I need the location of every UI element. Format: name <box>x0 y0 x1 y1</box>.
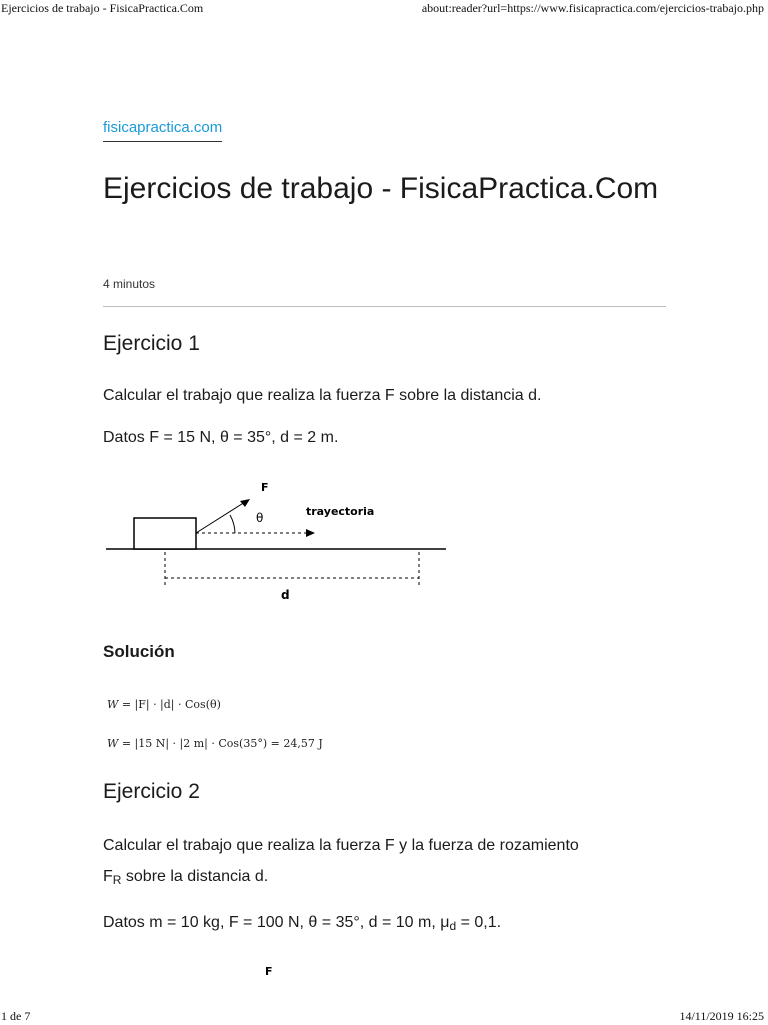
exercise-2-force-label: F <box>265 965 273 978</box>
print-page-title: Ejercicios de trabajo - FisicaPractica.Com <box>1 1 204 15</box>
exercise-2-statement-a: Calcular el trabajo que realiza la fuerza F y la fuerza de rozamiento <box>103 837 579 854</box>
work-formula-rhs: = |F| · |d| · Cos(θ) <box>121 698 221 711</box>
exercise-2-heading: Ejercicio 2 <box>103 780 200 803</box>
friction-subscript: R <box>112 873 122 887</box>
exercise-2-statement-b: sobre la distancia d. <box>121 868 269 885</box>
work-calculation-rhs: = |15 N| · |2 m| · Cos(35°) = 24,57 J <box>121 737 323 750</box>
force-label: F <box>261 481 269 494</box>
angle-arc <box>230 515 235 533</box>
source-domain-link[interactable]: fisicapractica.com <box>103 119 222 142</box>
exercise-2-data-a: Datos m = 10 kg, F = 100 N, θ = 35°, d = 10 m, μ <box>103 914 450 931</box>
work-formula <box>107 698 221 711</box>
work-formula-lhs: W <box>107 698 119 711</box>
trajectory-arrowhead <box>306 529 315 537</box>
mu-subscript: d <box>449 919 457 933</box>
exercise-1-statement: Calcular el trabajo que realiza la fuerza F sobre la distancia d. <box>103 387 542 404</box>
block-body <box>134 518 196 549</box>
exercise-2-data <box>103 907 666 942</box>
work-calculation <box>107 737 323 750</box>
print-datetime: 14/11/2019 16:25 <box>679 1009 764 1023</box>
force-vector <box>196 502 245 533</box>
article-title: Ejercicios de trabajo - FisicaPractica.Com <box>103 172 659 205</box>
exercise-2-diagram <box>255 960 295 990</box>
exercise-1-data: Datos F = 15 N, θ = 35°, d = 2 m. <box>103 429 339 446</box>
print-header <box>0 1 768 17</box>
exercise-1-solution-heading: Solución <box>103 642 175 661</box>
trajectory-label: trayectoria <box>306 505 375 518</box>
print-footer <box>0 1009 768 1025</box>
reading-time: 4 minutos <box>103 277 156 291</box>
angle-label: θ <box>256 511 264 525</box>
exercise-2-data-b: = 0,1. <box>456 914 502 931</box>
exercise-1-diagram <box>103 470 448 605</box>
work-calculation-lhs: W <box>107 737 119 750</box>
exercise-2-statement <box>103 830 666 896</box>
page-count: 1 de 7 <box>1 1009 31 1023</box>
friction-symbol: F <box>103 868 113 885</box>
force-arrowhead <box>240 499 250 507</box>
exercise-1-heading: Ejercicio 1 <box>103 332 200 355</box>
print-url: about:reader?url=https://www.fisicapractica.com/ejercicios-trabajo.php <box>421 1 764 15</box>
header-divider <box>103 306 666 307</box>
distance-label: d <box>281 588 290 602</box>
